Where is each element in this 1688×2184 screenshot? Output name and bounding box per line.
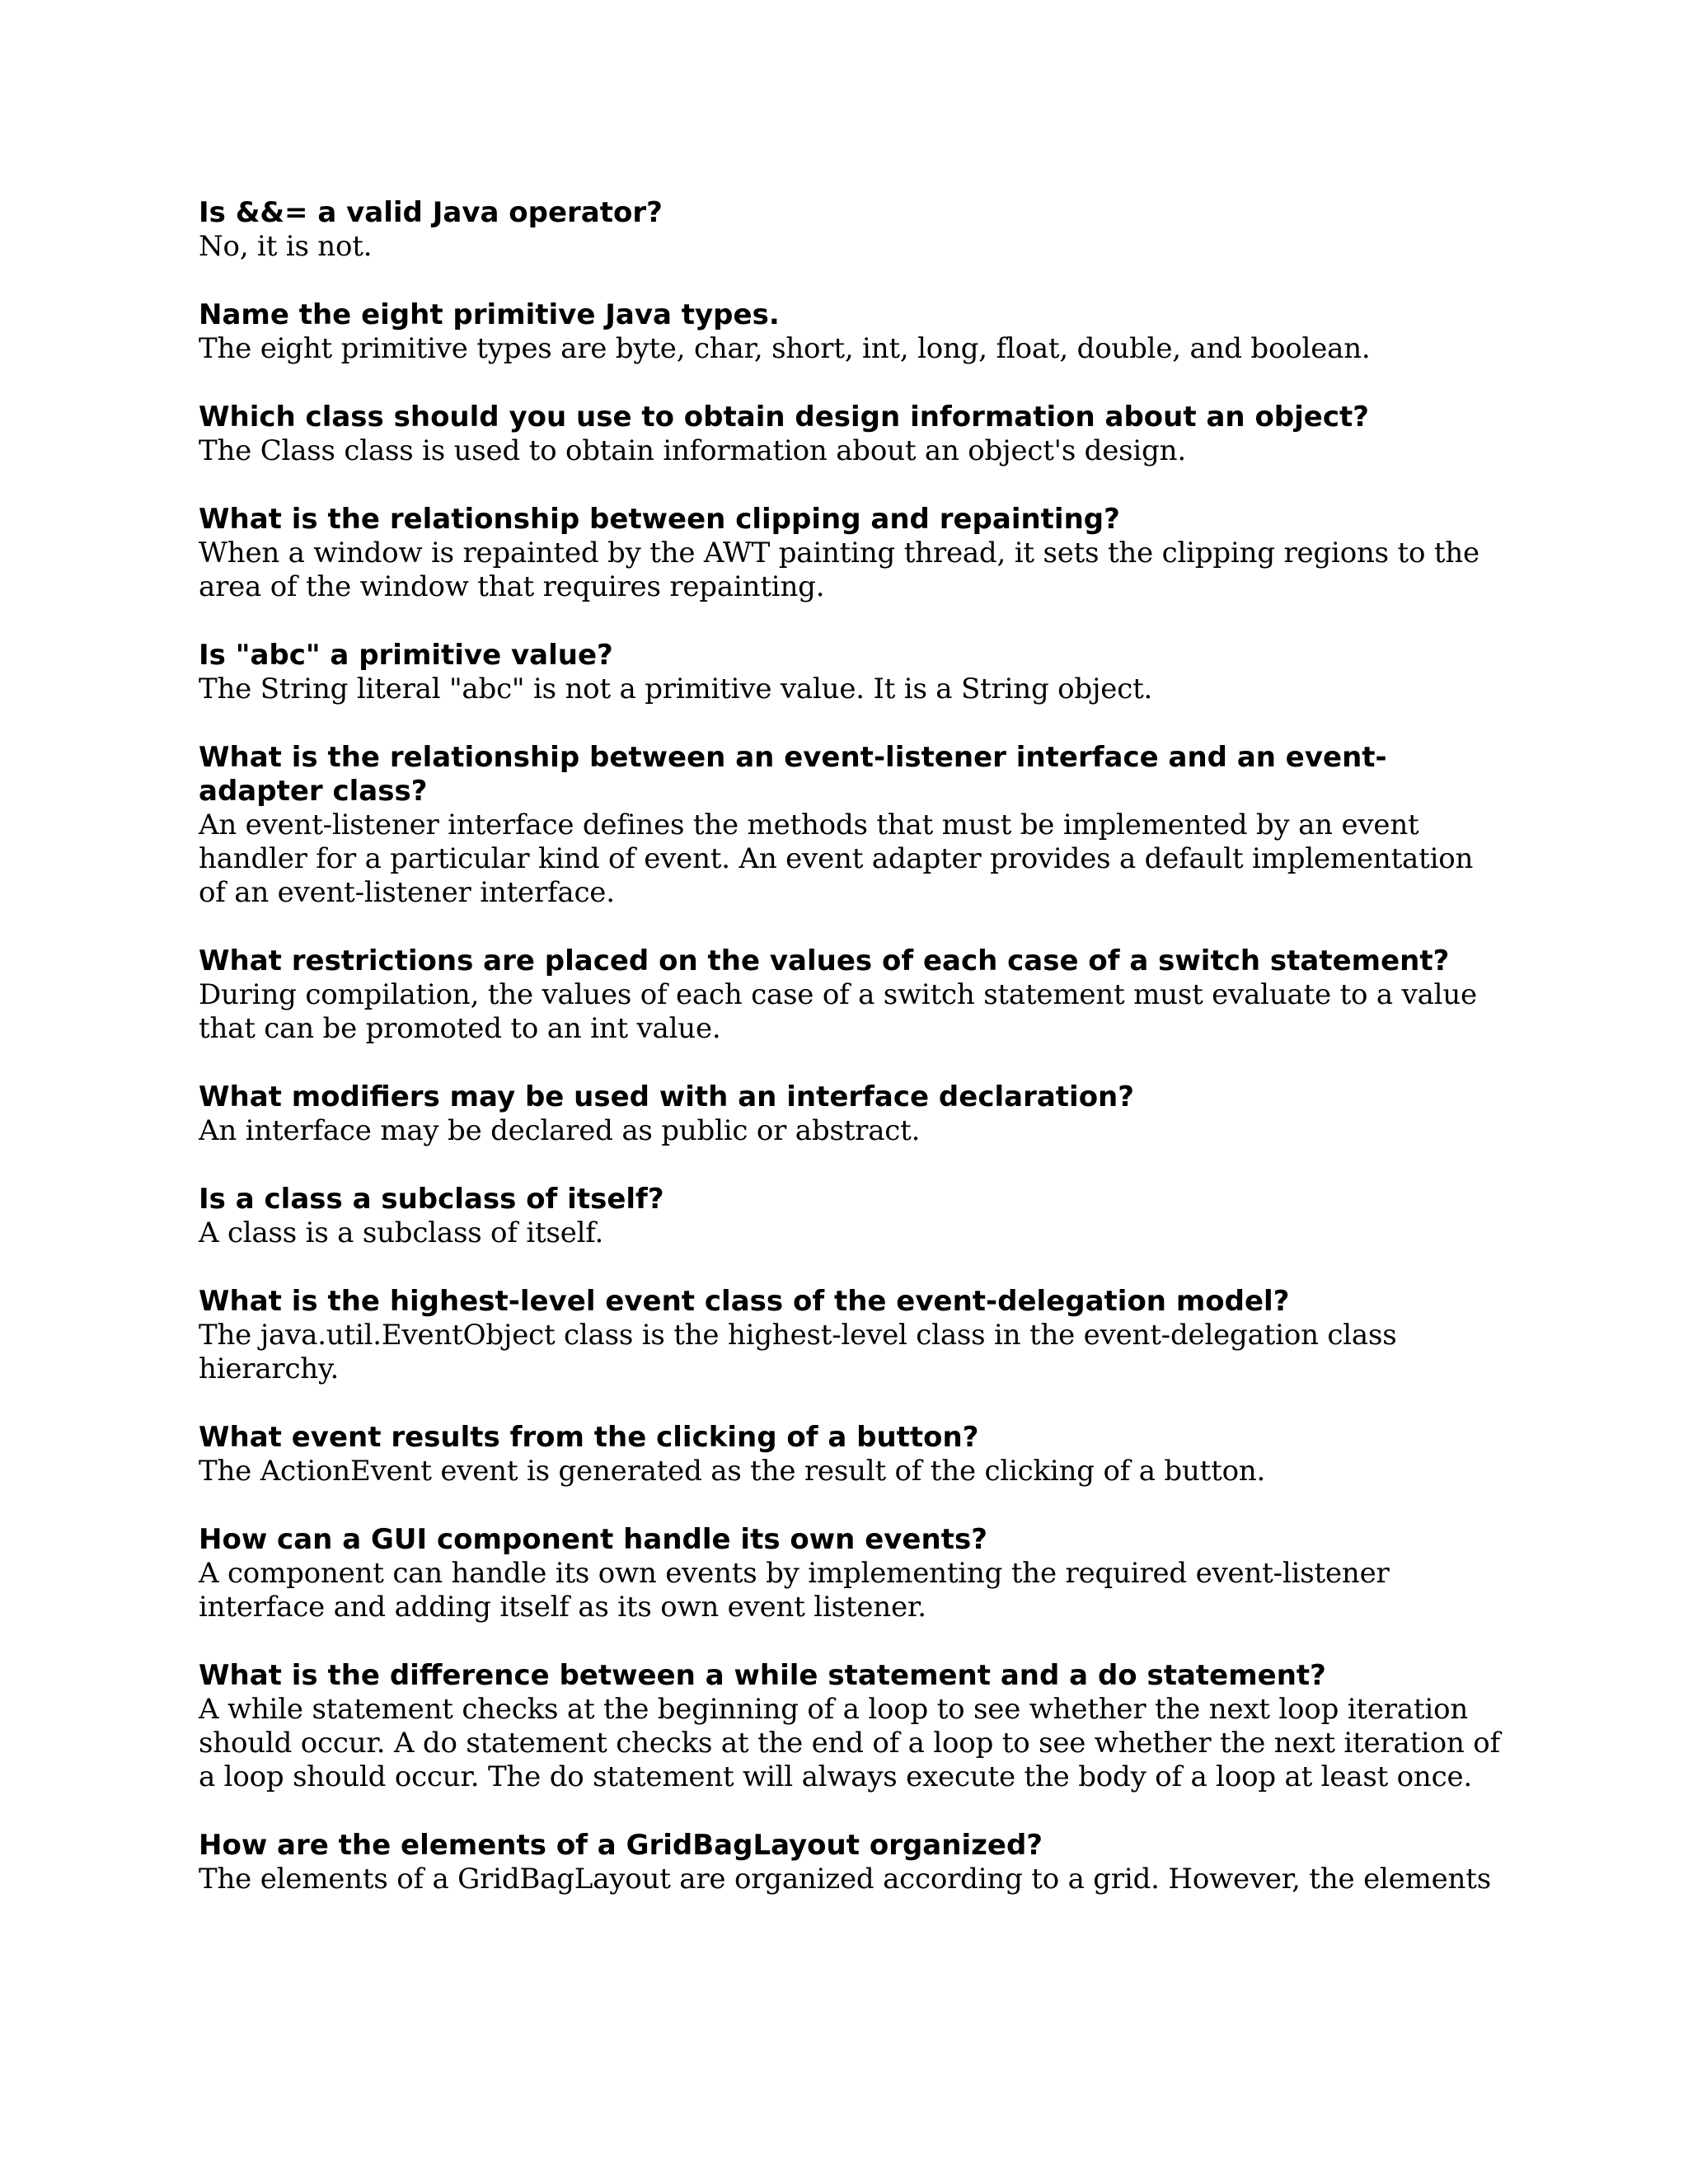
qa-item — [199, 196, 1501, 264]
answer: The ActionEvent event is generated as the result of the clicking of a button. — [199, 1455, 1266, 1488]
answer: An event-listener interface defines the methods that must be implemented by an event handler for a particular kind of event. An event adapter provides a default implementation of an event-listener interface. — [199, 808, 1474, 909]
question: What is the difference between a while statement and a do statement? — [199, 1659, 1326, 1692]
qa-item — [199, 1659, 1501, 1794]
answer: The eight primitive types are byte, char, short, int, long, float, double, and boolean. — [199, 332, 1371, 365]
answer: The String literal "abc" is not a primitive value. It is a String object. — [199, 673, 1153, 705]
answer: A component can handle its own events by implementing the required event-listener interface and adding itself as its own event listener. — [199, 1557, 1390, 1624]
answer: An interface may be declared as public or abstract. — [199, 1114, 921, 1147]
question: What is the highest-level event class of the event-delegation model? — [199, 1285, 1290, 1318]
question: What modifiers may be used with an interface declaration? — [199, 1080, 1134, 1113]
question: How are the elements of a GridBagLayout organized? — [199, 1829, 1043, 1862]
qa-item — [199, 741, 1501, 910]
qa-item — [199, 1080, 1501, 1148]
answer: The elements of a GridBagLayout are organized according to a grid. However, the elements — [199, 1863, 1491, 1896]
question: Name the eight primitive Java types. — [199, 298, 780, 331]
answer: No, it is not. — [199, 230, 373, 263]
qa-item — [199, 1421, 1501, 1488]
qa-item — [199, 503, 1501, 604]
answer: During compilation, the values of each case of a switch statement must evaluate to a value that can be promoted to an int value. — [199, 978, 1477, 1045]
document-page — [199, 196, 1501, 1931]
question: What event results from the clicking of a button? — [199, 1421, 979, 1454]
question: Is a class a subclass of itself? — [199, 1183, 664, 1216]
qa-item — [199, 1829, 1501, 1896]
answer: When a window is repainted by the AWT painting thread, it sets the clipping regions to the area of the window that requires repainting. — [199, 537, 1479, 603]
answer: A class is a subclass of itself. — [199, 1216, 604, 1249]
qa-item — [199, 639, 1501, 706]
answer: The java.util.EventObject class is the highest-level class in the event-delegation class hierarchy. — [199, 1319, 1397, 1385]
answer: The Class class is used to obtain information about an object's design. — [199, 434, 1186, 467]
qa-item — [199, 401, 1501, 468]
answer: A while statement checks at the beginning of a loop to see whether the next loop iteration should occur. A do statement checks at the end of a loop to see whether the next iteration of a loop should occur. The do statement will always execute the body of a loop at least once. — [199, 1693, 1500, 1793]
question: What is the relationship between clipping and repainting? — [199, 503, 1120, 536]
qa-item — [199, 1183, 1501, 1250]
qa-item — [199, 944, 1501, 1046]
question: What is the relationship between an event-listener interface and an event-adapter class? — [199, 741, 1387, 808]
qa-item — [199, 298, 1501, 366]
qa-item — [199, 1523, 1501, 1624]
question: Is &&= a valid Java operator? — [199, 196, 663, 229]
question: What restrictions are placed on the values of each case of a switch statement? — [199, 944, 1450, 977]
qa-item — [199, 1285, 1501, 1386]
question: Which class should you use to obtain design information about an object? — [199, 401, 1369, 434]
question: How can a GUI component handle its own events? — [199, 1523, 987, 1556]
question: Is "abc" a primitive value? — [199, 639, 613, 672]
